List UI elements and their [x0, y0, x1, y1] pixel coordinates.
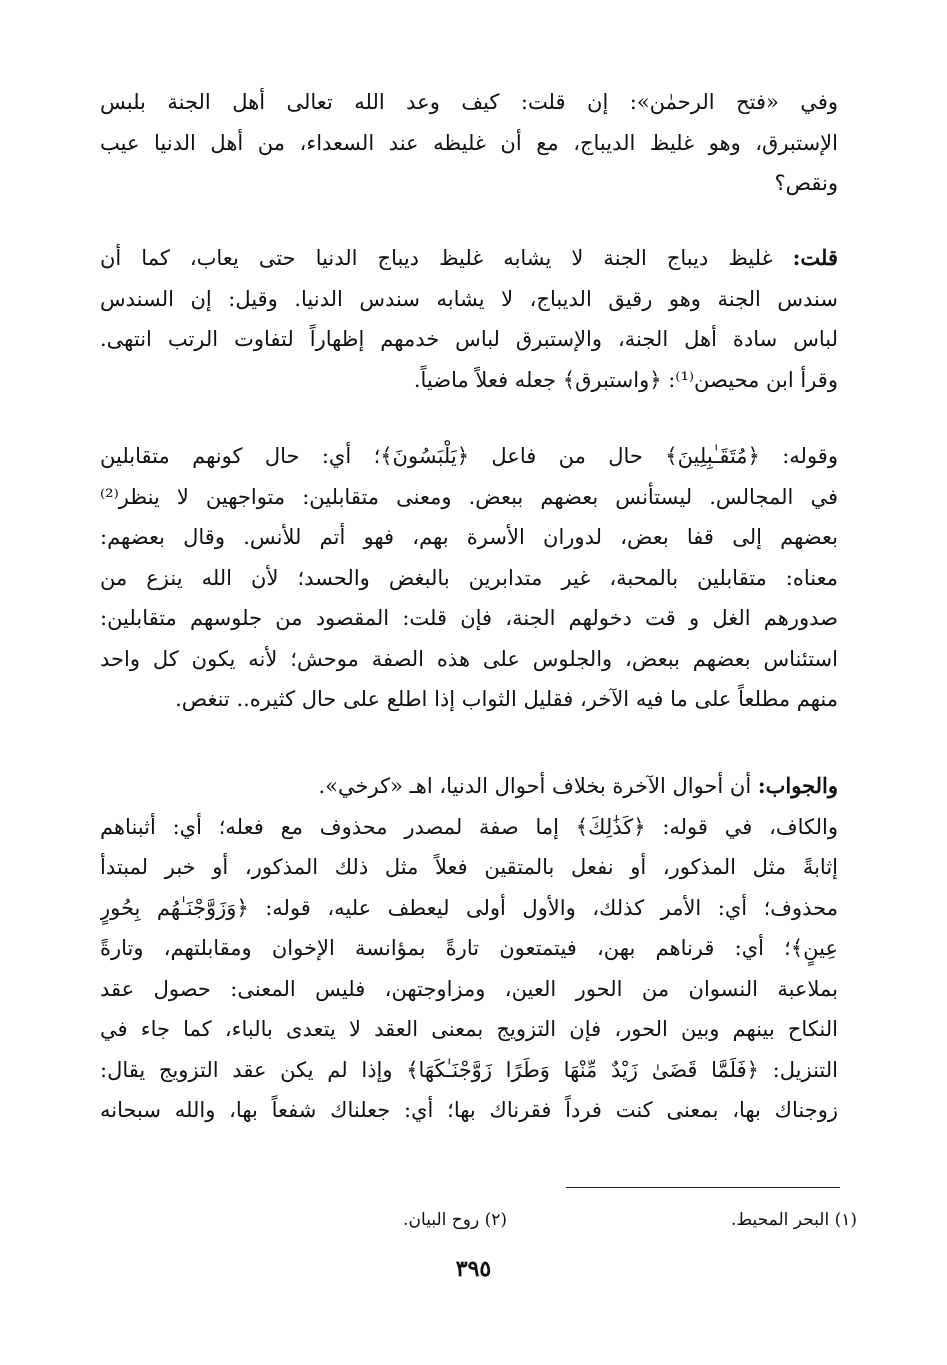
page-number: ٣٩٥	[455, 1256, 492, 1282]
text-line: زوجناك بها، بمعنى كنت فرداً فقرناك بها؛ أي: جعلناك شفعاً بها، والله سبحانه	[100, 1098, 838, 1122]
paragraph-fath-al-rahman	[100, 82, 838, 204]
text-line: التنزيل: ﴿فَلَمَّا قَضَىٰ زَيْدٌ مِّنْهَا وَطَرًا زَوَّجْنَـٰكَهَا﴾ وإذا لم يكن عقد التزويج يقال:	[100, 1057, 838, 1082]
paragraph-al-jawab	[100, 766, 838, 1131]
text-line: وقرأ ابن محيصن⁽¹⁾: ﴿واستبرق﴾ جعله فعلاً ماضياً.	[413, 367, 838, 392]
text-line: محذوف؛ أي: الأمر كذلك، والأول أولى ليعطف عليه، قوله: ﴿وَزَوَّجْنَـٰهُم بِحُورٍ	[100, 895, 838, 920]
paragraph-lead-word: قلت:	[792, 245, 838, 270]
text-line: استئناس بعضهم ببعض، والجلوس على هذه الصفة موحش؛ لأنه يكون كل واحد	[100, 646, 838, 671]
text-line: لباس سادة أهل الجنة، والإستبرق لباس خدمهم إظهاراً لتفاوت الرتب انتهى.	[100, 327, 838, 351]
footnote-2: (٢) روح البيان.	[403, 1210, 507, 1230]
paragraph-mutaqabilin	[100, 436, 838, 720]
text-line: بملاعبة النسوان من الحور العين، ومزاوجتهن، فليس المعنى: حصول عقد	[100, 976, 838, 1001]
paragraph-lead-word: والجواب:	[757, 773, 838, 798]
text-line: الإستبرق، وهو غليظ الديباج، مع أن غليظه عند السعداء، من أهل الدنيا عيب	[100, 130, 838, 155]
text-line: عِينٍ﴾؛ أي: قرناهم بهن، فيتمتعون تارةً بمؤانسة الإخوان ومقابلتهم، وتارةً	[100, 936, 838, 960]
text-line: وفي «فتح الرحمٰن»: إن قلت: كيف وعد الله تعالى أهل الجنة بلبس	[100, 90, 838, 114]
text-line-rest: غليظ ديباج الجنة لا يشابه غليظ ديباج الدنيا حتى يعاب، كما أن	[100, 246, 793, 270]
text-line-rest: أن أحوال الآخرة بخلاف أحوال الدنيا، اهـ «كرخي».	[318, 774, 758, 798]
text-line: وقوله: ﴿مُتَقَـٰبِلِينَ﴾ حال من فاعل ﴿يَلْبَسُونَ﴾؛ أي: حال كونهم متقابلين	[100, 444, 838, 468]
text-line: بعضهم إلى قفا بعض، لدوران الأسرة بهم، فهو أتم للأنس. وقال بعضهم:	[100, 525, 838, 549]
text-line	[100, 238, 838, 279]
text-line: معناه: متقابلين بالمحبة، غير متدابرين بالبغض والحسد؛ لأن الله ينزع من	[100, 565, 838, 590]
text-line	[100, 766, 838, 807]
footnote-1: (١) البحر المحيط.	[731, 1210, 857, 1230]
text-line: ونقص؟	[774, 171, 838, 195]
text-line: صدورهم الغل و قت دخولهم الجنة، فإن قلت: المقصود من جلوسهم متقابلين:	[100, 606, 838, 630]
footnote-divider	[566, 1187, 840, 1188]
text-line: سندس الجنة وهو رقيق الديباج، لا يشابه سندس الدنيا. وقيل: إن السندس	[100, 286, 838, 311]
text-line: النكاح بينهم وبين الحور، فإن التزويج بمعنى العقد لا يتعدى بالباء، كما جاء في	[100, 1017, 838, 1041]
paragraph-qultu	[100, 238, 838, 400]
text-line: إثابةً مثل المذكور، أو نفعل بالمتقين فعلاً مثل ذلك المذكور، أو خبر لمبتدأ	[100, 855, 838, 879]
text-line: في المجالس. ليستأنس بعضهم ببعض. ومعنى متقابلين: متواجهين لا ينظر⁽²⁾	[100, 484, 838, 509]
text-line: منهم مطلعاً على ما فيه الآخر، فقليل الثواب إذا اطلع على حال كثيره.. تنغص.	[175, 687, 838, 711]
text-line: والكاف، في قوله: ﴿كَذَٰلِكَ﴾ إما صفة لمصدر محذوف مع فعله؛ أي: أثبناهم	[100, 814, 838, 839]
